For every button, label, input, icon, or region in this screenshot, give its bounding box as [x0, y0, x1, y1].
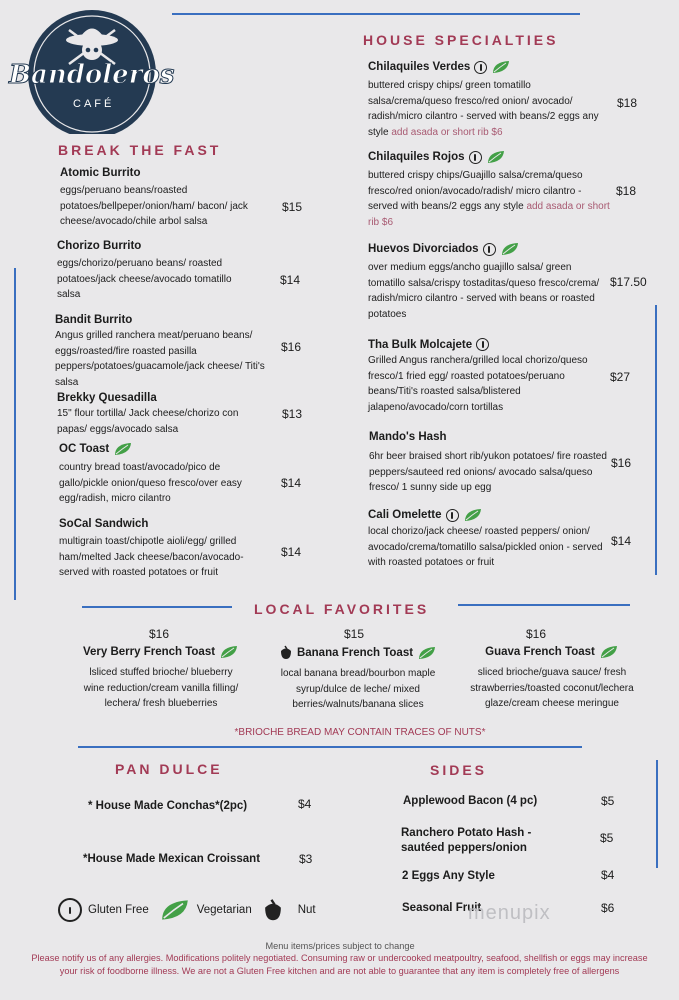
menu-item-chilaquiles-rojos: [368, 150, 612, 230]
item-price: $14: [281, 476, 302, 490]
footer-line1: Menu items/prices subject to change: [265, 941, 415, 951]
item-desc: sliced brioche/guava sauce/ fresh strawberries/toasted coconut/lechera glaze/cream cheese meringue: [470, 667, 634, 709]
item-desc: eggs/chorizo/peruano beans/ roasted potatoes/jack cheese/avocado tomatillo salsa: [57, 258, 232, 300]
item-price: $16: [281, 340, 302, 354]
item-name: Bandit Burrito: [55, 314, 133, 326]
item-desc: multigrain toast/chipotle aioli/egg/ grilled ham/melted Jack cheese/bacon/avocado- served with roasted potatoes or fruit: [59, 536, 244, 578]
menu-item-atomic-burrito: [60, 167, 260, 230]
menu-item-chorizo-burrito: [57, 240, 257, 303]
vegetarian-leaf-icon: [486, 150, 506, 164]
logo-subtitle: CAFÉ: [73, 98, 115, 110]
item-desc: country bread toast/avocado/pico de gallo/pickle onion/queso fresco/over easy egg/radish, micro cilantro: [59, 462, 242, 504]
item-price: $15: [282, 200, 303, 214]
side-eggs: 2 Eggs Any Style: [402, 870, 495, 882]
breakfast-title: BREAK THE FAST: [58, 142, 222, 158]
item-name: Brekky Quesadilla: [57, 392, 157, 404]
item-price: $4: [298, 797, 312, 811]
pan-conchas: * House Made Conchas*(2pc): [88, 800, 248, 812]
local-rule-right: [458, 604, 630, 606]
item-name: Banana French Toast: [296, 646, 414, 659]
local-rule-left: [82, 606, 232, 608]
side-bacon: Applewood Bacon (4 pc): [403, 795, 538, 807]
item-desc: over medium eggs/ancho guajillo salsa/ green tomatillo salsa/crispy tostaditas/queso fresco/crema/ radish/micro cilantro - served with beans or roasted potatoes: [368, 262, 600, 320]
gluten-free-icon: [469, 151, 482, 164]
item-desc: eggs/peruano beans/roasted potatoes/bellpeper/onion/ham/ bacon/ jack cheese/avocado/chile arbol salsa: [60, 185, 248, 227]
item-desc: local banana bread/bourbon maple syrup/dulce de leche/ mixed berries/walnuts/banana slices: [280, 668, 436, 710]
watermark: menupix: [468, 902, 551, 924]
item-desc: 15" flour tortilla/ Jack cheese/chorizo con papas/ eggs/avocado salsa: [57, 408, 239, 435]
gluten-free-icon: [483, 243, 496, 256]
item-name: Chorizo Burrito: [57, 240, 142, 252]
item-name: Mando's Hash: [369, 431, 447, 443]
pan-croissant: *House Made Mexican Croissant: [83, 853, 261, 865]
item-desc: 6hr beer braised short rib/yukon potatoes/ fire roasted peppers/sauteed red onions/ avocado salsa/queso fresco/ 1 sunny side up egg: [369, 451, 607, 493]
pan-rule: [78, 746, 582, 748]
menu-item-socal-sandwich: [59, 518, 267, 581]
menu-item-chilaquiles-verdes: [368, 60, 608, 140]
sides-title: SIDES: [430, 762, 488, 778]
item-name: SoCal Sandwich: [59, 518, 149, 530]
gluten-free-icon: [474, 61, 487, 74]
item-price: $16: [149, 627, 170, 641]
item-price: $27: [610, 370, 631, 384]
item-price: $13: [282, 407, 303, 421]
top-rule: [172, 13, 580, 15]
favorite-banana: [268, 627, 448, 713]
vegetarian-leaf-icon: [491, 60, 511, 74]
nut-icon: [262, 898, 284, 922]
legend: [58, 898, 316, 922]
item-name: Atomic Burrito: [60, 167, 141, 179]
item-name: OC Toast: [59, 443, 110, 455]
item-name: Guava French Toast: [485, 646, 595, 658]
logo: [5, 6, 175, 134]
footer-line2: Please notify us of any allergies. Modifications politely negotiated. Consuming raw or undercooked meatpoultry, seafood, shellfish or eggs may increase your risk of foodborne illness. We are not a Gluten Free kitchen and are not able to guarantee that any item is completely free of allergens: [31, 953, 648, 976]
item-name: Cali Omelette: [368, 509, 442, 521]
item-price: $14: [280, 273, 301, 287]
item-price: $14: [611, 534, 632, 548]
vegetarian-leaf-icon: [463, 508, 483, 522]
menu-item-tha-bulk-molcajete: [368, 338, 608, 415]
item-price: $4: [601, 868, 615, 882]
gluten-free-icon: [446, 509, 459, 522]
nut-icon: [279, 645, 293, 660]
house-title: HOUSE SPECIALTIES: [363, 32, 559, 48]
side-potato-hash: Ranchero Potato Hash - sautéed peppers/onion: [401, 827, 532, 854]
gluten-free-icon: [58, 898, 82, 922]
legend-vegetarian: Vegetarian: [196, 904, 252, 916]
item-price: $5: [600, 831, 614, 845]
vegetarian-leaf-icon: [417, 646, 437, 660]
item-price: $18: [616, 184, 637, 198]
menu-item-brekky-quesadilla: [57, 392, 252, 437]
item-name: Chilaquiles Rojos: [368, 151, 465, 163]
local-title: LOCAL FAVORITES: [254, 601, 430, 617]
vegetarian-leaf-icon: [219, 645, 239, 659]
sides-rule: [656, 760, 658, 868]
legend-gluten-free: Gluten Free: [88, 904, 149, 916]
vegetarian-leaf-icon: [113, 442, 133, 456]
side-fruit: Seasonal Fruit: [402, 902, 482, 914]
menu-item-huevos-divorciados: [368, 242, 608, 322]
vegetarian-leaf-icon: [599, 645, 619, 659]
right-rule: [655, 305, 657, 575]
menu-item-oc-toast: [59, 442, 254, 507]
item-price: $5: [601, 794, 615, 808]
menu-item-cali-omelette: [368, 508, 608, 571]
vegetarian-leaf-icon: [159, 898, 191, 922]
logo-name: Bandoleros: [9, 60, 175, 90]
item-desc: Angus grilled ranchera meat/peruano beans/ eggs/roasted/fire roasted pasilla peppers/potatoes/guacamole/jack cheese/ Titi's salsa: [55, 330, 265, 388]
item-desc: lsliced stuffed brioche/ blueberry wine reduction/cream vanilla filling/ lechera/ fresh blueberries: [83, 667, 239, 709]
item-name: Chilaquiles Verdes: [368, 61, 471, 73]
item-desc: buttered crispy chips/Guajillo salsa/crema/queso fresco/red onion/avocado/radish/ micro cilantro - served with beans/2 eggs any style: [368, 170, 583, 212]
item-price: $16: [611, 456, 632, 470]
item-price: $14: [281, 545, 302, 559]
brioche-nut-note: *BRIOCHE BREAD MAY CONTAIN TRACES OF NUTS*: [234, 727, 486, 738]
item-name: Huevos Divorciados: [368, 243, 479, 255]
menu-item-mandos-hash: [369, 431, 609, 496]
gluten-free-icon: [476, 338, 489, 351]
item-price: $16: [526, 627, 547, 641]
pan-title: PAN DULCE: [115, 761, 223, 777]
item-desc: Grilled Angus ranchera/grilled local chorizo/queso fresco/1 fried egg/ roasted potatoes/peruano beans/Titi's roasted salsa/blistered jalapeno/avocado/corn tortillas: [368, 355, 588, 413]
item-desc: local chorizo/jack cheese/ roasted peppers/ onion/ avocado/crema/tomatillo salsa/pickled onion - served with roasted potatoes or fruit: [368, 526, 603, 568]
item-addon: add asada or short rib $6: [391, 126, 503, 138]
item-name: Tha Bulk Molcajete: [368, 338, 473, 351]
favorite-very-berry: [72, 627, 250, 712]
item-price: $6: [601, 901, 615, 915]
item-name: Very Berry French Toast: [82, 646, 216, 658]
menu-item-bandit-burrito: [55, 314, 267, 390]
item-desc: buttered crispy chips/ green tomatillo salsa/crema/queso fresco/red onion/ avocado/ radish/micro cilantro - served with beans/2 eggs any style: [368, 80, 599, 138]
legend-nut: Nut: [297, 904, 316, 916]
vegetarian-leaf-icon: [500, 242, 520, 256]
left-rule: [14, 268, 16, 600]
item-price: $18: [617, 96, 638, 110]
favorite-guava: [460, 627, 644, 712]
item-price: $17.50: [610, 275, 647, 289]
item-price: $3: [299, 852, 313, 866]
item-price: $15: [344, 627, 365, 641]
item-addon: add asada or short rib $6: [368, 201, 610, 228]
